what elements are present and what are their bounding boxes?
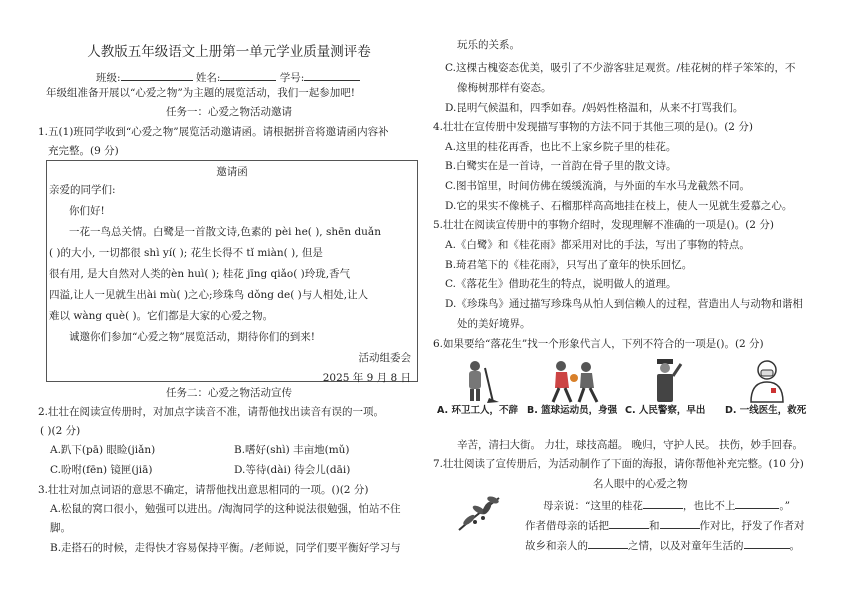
q3-option-d[interactable]: D.昆明气候温和，四季如春。/妈妈性格温和，从来不打骂我们。 (445, 102, 744, 114)
letter-line: 难以 wàng què( )。它们都是大家的心爱之物。 (49, 310, 274, 322)
q5-option-d[interactable]: D.《珍珠鸟》通过描写珍珠鸟从怕人到信赖人的过程，营造出人与动物和谐相 (445, 298, 803, 310)
q3-stem: 3.壮壮对加点词语的意思不确定，请帮他找出意思相同的一项。()(2 分) (38, 484, 369, 496)
q1-line2: 充完整。(9 分) (48, 145, 119, 157)
q5-option-a[interactable]: A.《白鹭》和《桂花雨》都采用对比的手法，写出了事物的特点。 (445, 239, 750, 251)
q5-option-d-cont: 处的美好境界。 (457, 318, 531, 330)
osmanthus-branch-icon (455, 490, 503, 536)
q2-line1: 2.壮壮在阅读宣传册时，对加点字读音不准，请帮他找出读音有误的一项。 (38, 406, 385, 418)
poster-blank-3[interactable] (609, 518, 649, 529)
q2-option-a[interactable]: A.趴下(pā) 眼睑(jiǎn) (50, 444, 156, 456)
police-icon (641, 358, 691, 404)
letter-line: 四溢,让人一见就生出ài mù( )之心;珍珠鸟 dǒng de( )与人相处,让人 (49, 289, 369, 301)
q4-option-b[interactable]: B.白鹭实在是一首诗，一首韵在骨子里的散文诗。 (445, 160, 677, 172)
q4-option-a[interactable]: A.这里的桂花再香，也比不上家乡院子里的桂花。 (445, 141, 677, 153)
q7-stem: 7.壮壮阅读了宣传册后，为活动制作了下面的海报，请你帮他补充完整。(10 分) (433, 458, 804, 470)
poster-line1: 母亲说：“这里的桂花 ，也比不上 。” (543, 500, 790, 512)
q1-line1: 1.五(1)班同学收到“心爱之物”展览活动邀请函。请根据拼音将邀请函内容补 (38, 126, 389, 138)
q5-option-b[interactable]: B.琦君笔下的《桂花雨》，只写出了童年的快乐回忆。 (445, 259, 693, 271)
q5-stem: 5.壮壮在阅读宣传册中的事物介绍时，发现理解不准确的一项是()。(2 分) (433, 219, 774, 231)
figure-c-caption: C. 人民警察，早出 (625, 405, 706, 416)
poster-title: 名人眼中的心爱之物 (593, 478, 688, 490)
intro-text: 年级组准备开展以“心爱之物”为主题的展览活动，我们一起参加吧! (46, 87, 355, 99)
poster-blank-6[interactable] (744, 538, 790, 549)
poster-line2: 作者借母亲的话把 和 作对比，抒发了作者对 (525, 520, 805, 532)
name-blank[interactable] (220, 70, 276, 81)
figure-d[interactable] (725, 358, 823, 420)
poster-line3: 故乡和亲人的 之情，以及对童年生活的 。 (525, 540, 800, 552)
q3-option-b-cont: 玩乐的关系。 (457, 39, 520, 51)
figure-captions-cont: 辛苦，清扫大街。 力壮，球技高超。 晚归，守护人民。 扶伤，妙手回春。 (457, 439, 804, 451)
figure-b-caption: B. 篮球运动员，身强 (527, 405, 618, 416)
q3-option-c-cont: 像梅树那样有姿态。 (457, 82, 552, 94)
q4-option-d[interactable]: D.它的果实不像桃子、石榴那样高高地挂在枝上，使人一见就生爱慕之心。 (445, 200, 793, 212)
task2-heading: 任务二：心爱之物活动宣传 (166, 387, 292, 399)
basketball-player-icon (541, 358, 611, 404)
figure-a-caption: A. 环卫工人，不辞 (437, 405, 518, 416)
invitation-letter (46, 160, 418, 382)
q3-option-c[interactable]: C.这棵古槐姿态优美，吸引了不少游客驻足观赏。/桂花树的样子笨笨的，不 (445, 62, 796, 74)
letter-organizer: 活动组委会 (358, 352, 411, 364)
figure-d-caption: D. 一线医生，救死 (725, 405, 807, 416)
q4-option-c[interactable]: C.图书馆里，时间仿佛在缓缓流淌，与外面的车水马龙截然不同。 (445, 180, 750, 192)
figure-c[interactable] (625, 358, 727, 420)
poster-blank-2[interactable] (735, 498, 779, 509)
q2-line2: ( )(2 分) (40, 425, 81, 437)
letter-hello: 你们好! (69, 205, 105, 217)
letter-invite: 诚邀你们参加“心爱之物”展览活动，期待你们的到来! (69, 331, 315, 343)
id-blank[interactable] (304, 70, 360, 81)
figure-a[interactable] (437, 358, 531, 420)
cleaner-icon (445, 358, 505, 404)
q5-option-c[interactable]: C.《落花生》借助花生的特点，说明做人的道理。 (445, 278, 677, 290)
q3-option-b[interactable]: B.走搭石的时候，走得快才容易保持平衡。/老师说，同学们要平衡好学习与 (50, 542, 401, 554)
letter-line: ( )的大小, 一切都很 shì yí( ); 花生长得不 tǐ miàn( ), 但是 (49, 247, 323, 259)
q2-option-c[interactable]: C.吩咐(fēn) 镜匣(jiā) (50, 464, 153, 476)
q4-stem: 4.壮壮在宣传册中发现描写事物的方法不同于其他三项的是()。(2 分) (433, 121, 753, 133)
student-info (96, 70, 360, 84)
class-blank[interactable] (121, 70, 193, 81)
figure-b[interactable] (527, 358, 627, 420)
q3-option-a-cont: 脚。 (50, 522, 71, 534)
exam-title: 人教版五年级语文上册第一单元学业质量测评卷 (87, 44, 371, 60)
name-label: 姓名: (195, 72, 221, 84)
q2-option-b[interactable]: B.嗜好(shì) 丰亩地(mǔ) (234, 444, 350, 456)
poster-blank-4[interactable] (660, 518, 700, 529)
letter-title: 邀请函 (216, 166, 248, 178)
q3-option-a[interactable]: A.松鼠的窝口很小，勉强可以进出。/淘淘同学的这种说法很勉强，怕站不住 (50, 503, 401, 515)
poster-blank-1[interactable] (643, 498, 683, 509)
letter-line: 一花一鸟总关情。白鹭是一首散文诗,色素的 pèi he( ), shēn duǎn (69, 226, 381, 238)
class-label: 班级: (96, 72, 121, 84)
spokesperson-figures (437, 358, 833, 420)
letter-line: 很有用, 是大自然对人类的èn huì( ); 桂花 jīng qiǎo( )玲珑,香气 (49, 268, 351, 280)
id-label: 学号: (279, 72, 305, 84)
poster-blank-5[interactable] (588, 538, 628, 549)
q2-option-d[interactable]: D.等待(dài) 待会儿(dāi) (234, 464, 351, 476)
doctor-icon (737, 358, 797, 404)
q6-stem: 6.如果要给“落花生”找一个形象代言人，下列不符合的一项是()。(2 分) (433, 338, 764, 350)
letter-greeting: 亲爱的同学们: (49, 184, 116, 196)
letter-date: 2025 年 9 月 8 日 (322, 372, 411, 384)
task1-heading: 任务一：心爱之物活动邀请 (166, 106, 292, 118)
